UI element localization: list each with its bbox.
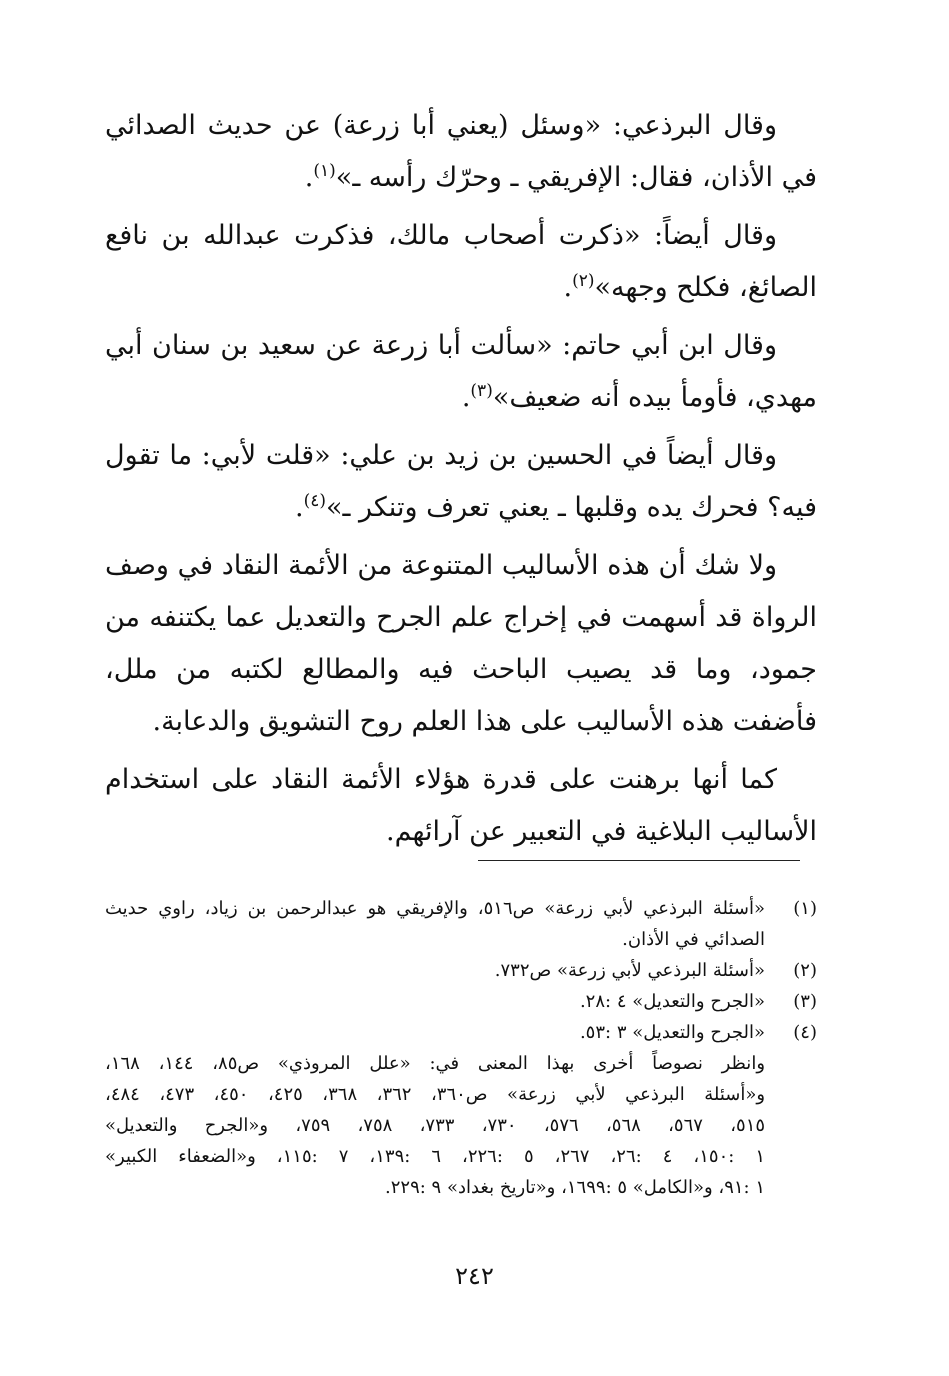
paragraph-text: وقال أيضاً في الحسين بن زيد بن علي: «قلت لأبي: ما تقول فيه؟ فحرك يده وقلبها ـ يعني تعرف وتنكر ـ»	[105, 440, 817, 523]
footnote-line: و«أسئلة البرذعي لأبي زرعة» ص٣٦٠، ٣٦٢، ٣٦٨، ٤٢٥، ٤٥٠، ٤٧٣، ٤٨٤،	[105, 1084, 766, 1105]
paragraph-text: وقال ابن أبي حاتم: «سألت أبا زرعة عن سعيد بن سنان أبي مهدي، فأومأ بيده أنه ضعيف»	[105, 330, 817, 413]
footnote-number: (٢)	[793, 960, 817, 981]
paragraph-text: وقال أيضاً: «ذكرت أصحاب مالك، فذكرت عبدالله بن نافع الصائغ، فكلح وجهه»	[105, 220, 817, 303]
footnote-ref-2[interactable]: (٢)	[572, 271, 595, 291]
footnote-4	[105, 1017, 817, 1048]
footnote-ref-1[interactable]: (١)	[313, 161, 336, 181]
paragraph-6	[105, 754, 817, 858]
paragraph-5	[105, 540, 817, 748]
footnote-separator	[478, 860, 800, 861]
footnote-1	[105, 893, 817, 955]
footnote-ref-4[interactable]: (٤)	[303, 491, 326, 511]
paragraph-text: كما أنها برهنت على قدرة هؤلاء الأئمة النقاد على استخدام الأساليب البلاغية في التعبير عن آرائهم.	[105, 764, 817, 847]
footnote-line: ١ :٩١، و«الكامل» ٥ :١٦٩٩، و«تاريخ بغداد» ٩ :٢٢٩.	[385, 1177, 765, 1198]
paragraph-end: .	[461, 382, 471, 413]
footnote-number: (٣)	[793, 991, 817, 1012]
footnote-text: «الجرح والتعديل» ٣ :٥٣.	[579, 1022, 765, 1043]
paragraph-text: ولا شك أن هذه الأساليب المتنوعة من الأئمة النقاد في وصف الرواة قد أسهمت في إخراج علم الجرح والتعديل عما يكتنفه من جمود، وما قد يصيب الباحث فيه والمطالع لكتبه من ملل، فأضفت هذه الأساليب على هذا العلم روح التشويق والدعابة.	[105, 550, 817, 737]
footnote-ref-3[interactable]: (٣)	[470, 381, 493, 401]
paragraph-text: وقال البرذعي: «وسئل (يعني أبا زرعة) عن حديث الصدائي في الأذان، فقال: الإفريقي ـ وحرّك رأسه ـ»	[105, 110, 817, 193]
paragraph-end: .	[563, 272, 573, 303]
paragraph-2	[105, 210, 817, 314]
page-number: ٢٤٢	[455, 1262, 494, 1290]
footnote-line: ١ :١٥٠، ٤ :٢٦، ٢٦٧، ٥ :٢٢٦، ٦ :١٣٩، ٧ :١١٥، و«الضعفاء الكبير»	[105, 1146, 766, 1167]
footnotes	[105, 893, 817, 1203]
footnote-line: وانظر نصوصاً أخرى بهذا المعنى في: «علل المروذي» ص٨٥، ١٤٤، ١٦٨،	[105, 1053, 766, 1074]
footnote-number: (٤)	[793, 1022, 817, 1043]
footnote-text: «الجرح والتعديل» ٤ :٢٨.	[579, 991, 765, 1012]
main-text	[105, 100, 817, 864]
footnote-line: ٥١٥، ٥٦٧، ٥٦٨، ٥٧٦، ٧٣٠، ٧٣٣، ٧٥٨، ٧٥٩، و«الجرح والتعديل»	[105, 1115, 766, 1136]
footnote-text: «أسئلة البرذعي لأبي زرعة» ص٥١٦، والإفريقي هو عبدالرحمن بن زياد، راوي حديث الصدائي في الأذان.	[105, 898, 765, 950]
footnote-text: «أسئلة البرذعي لأبي زرعة» ص٧٣٢.	[494, 960, 765, 981]
footnote-number: (١)	[793, 898, 817, 919]
footnote-2	[105, 955, 817, 986]
paragraph-1	[105, 100, 817, 204]
paragraph-3	[105, 320, 817, 424]
paragraph-end: .	[294, 492, 304, 523]
footnote-3	[105, 986, 817, 1017]
footnote-extra-references	[105, 1048, 817, 1203]
paragraph-4	[105, 430, 817, 534]
paragraph-end: .	[304, 162, 314, 193]
